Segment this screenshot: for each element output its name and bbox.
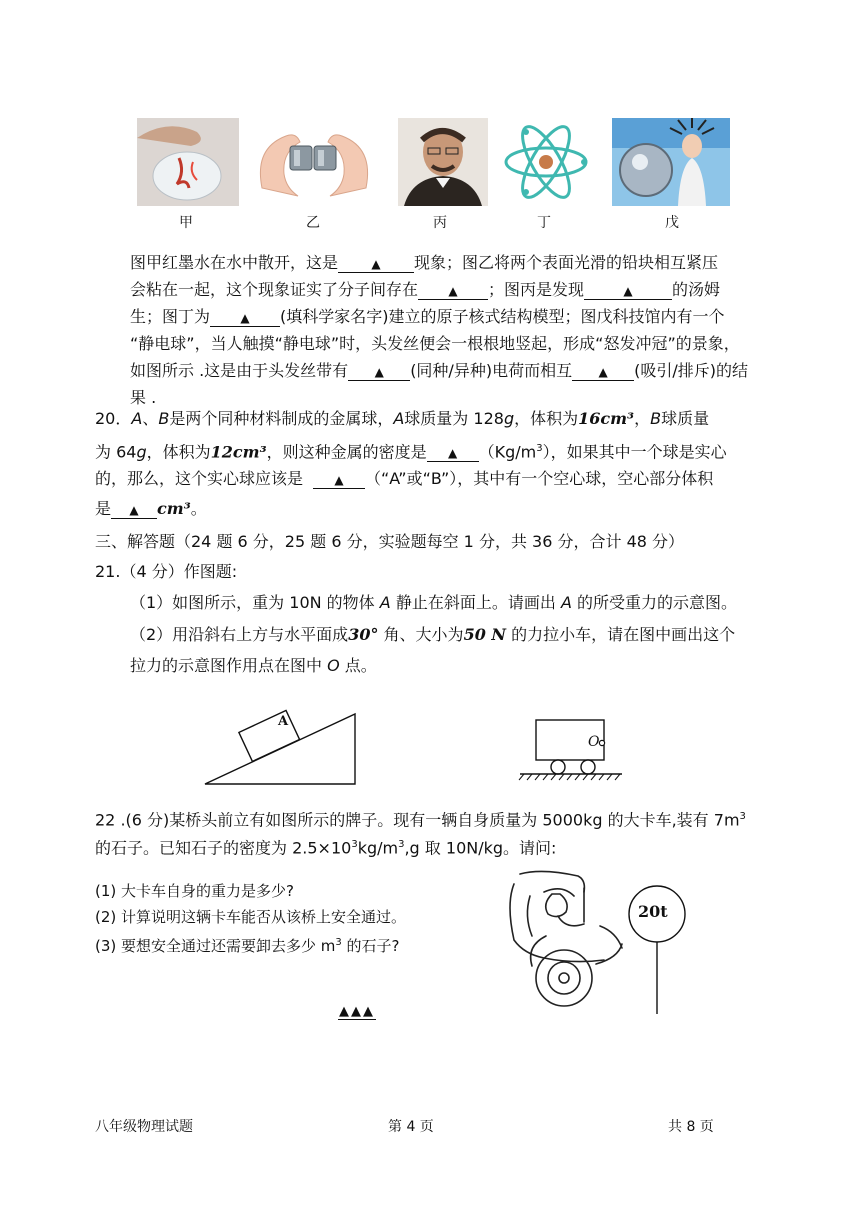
block-a-label: A bbox=[278, 714, 289, 729]
answer-blank-mark: ▲ bbox=[374, 365, 384, 379]
image-bing-thomson bbox=[398, 118, 488, 206]
q21-title: 21.（4 分）作图题: bbox=[95, 562, 238, 581]
answer-blank-mark: ▲ bbox=[334, 473, 344, 487]
q22-sub-2: (2) 计算说明这辆卡车能否从该桥上安全通过。 bbox=[95, 908, 407, 926]
truck-drawing bbox=[500, 868, 635, 1018]
q19-line-5: 如图所示 .这是由于头发丝带有 ▲ (同种/异种)电荷而相互 ▲ (吸引/排斥)的结 bbox=[130, 361, 748, 380]
weight-limit-sign bbox=[624, 880, 694, 1020]
section-3-heading: 三、解答题（24 题 6 分，25 题 6 分，实验题每空 1 分，共 36 分，合计 48 分） bbox=[95, 532, 685, 551]
image-jia-red-ink bbox=[137, 118, 239, 206]
q21-part-3: 拉力的示意图作用点在图中 O 点。 bbox=[130, 656, 377, 675]
footer-left: 八年级物理试题 bbox=[95, 1119, 193, 1135]
q22-line-2: 的石子。已知石子的密度为 $2.5\times 10^3kg/m^3,g$ 取 10N/kg。请问: bbox=[95, 838, 557, 858]
footer-right: 共 8 页 bbox=[668, 1119, 714, 1135]
footer-center: 第 4 页 bbox=[388, 1119, 434, 1135]
q21-part-1: （1）如图所示，重为 10N 的物体 A 静止在斜面上。请画出 A 的所受重力的示意图。 bbox=[130, 593, 737, 612]
caption-bing: 丙 bbox=[433, 215, 447, 231]
q22-sub-1: (1) 大卡车自身的重力是多少? bbox=[95, 882, 294, 900]
q19-line-1: 图甲红墨水在水中散开，这是 ▲ 现象；图乙将两个表面光滑的铅块相互紧压 bbox=[130, 253, 719, 272]
caption-yi: 乙 bbox=[306, 215, 320, 231]
image-yi-lead-blocks bbox=[252, 118, 376, 206]
q20-line-3: 的，那么，这个实心球应该是 ▲ （“A”或“B”），其中有一个空心球，空心部分体积 bbox=[95, 469, 714, 488]
q21-part-2: （2）用沿斜右上方与水平面成30° 角、大小为50 N 的力拉小车，请在图中画出这个 bbox=[130, 625, 736, 644]
q20-line-4: 是 ▲ cm³。 bbox=[95, 499, 207, 518]
sign-label: 20t bbox=[638, 902, 668, 921]
answer-blank-mark: ▲ bbox=[448, 284, 458, 298]
incline-diagram bbox=[200, 698, 365, 790]
answer-blank-mark: ▲ bbox=[240, 311, 250, 325]
q19-line-3: 生；图丁为 ▲ (填科学家名字)建立的原子核式结构模型；图戊科技馆内有一个 bbox=[130, 307, 725, 326]
answer-blank-mark: ▲ bbox=[371, 257, 381, 271]
answer-blank-mark: ▲ bbox=[129, 503, 139, 517]
q19-line-4: “静电球”，当人触摸“静电球”时，头发丝便会一根根地竖起，形成“怒发冲冠”的景象， bbox=[130, 334, 740, 353]
caption-ding: 丁 bbox=[537, 215, 551, 231]
q22-sub-3: (3) 要想安全通过还需要卸去多少 $m^3$ 的石子? bbox=[95, 937, 400, 955]
image-wu-static-ball bbox=[612, 118, 730, 206]
q20-line-1: 20．A、B是两个同种材料制成的金属球，A球质量为 128g，体积为16cm³，B球质量 bbox=[95, 409, 710, 428]
answer-blank-mark: ▲ bbox=[447, 446, 458, 461]
q20-line-2: 为 64g，体积为12cm³，则这种金属的密度是 ▲ $(Kg/m^3)$，如果其中一个球是实心 bbox=[95, 442, 727, 462]
caption-jia: 甲 bbox=[179, 215, 193, 231]
caption-wu: 戊 bbox=[665, 215, 679, 231]
cart-o-label: O bbox=[588, 734, 600, 750]
q19-line-6: 果 . bbox=[130, 388, 157, 407]
end-marks: ▲▲▲ bbox=[339, 1004, 375, 1019]
q22-line-1: 22 .(6 分)某桥头前立有如图所示的牌子。现有一辆自身质量为 5000kg 的大卡车,装有 $7m^3$ bbox=[95, 810, 746, 830]
answer-blank-mark: ▲ bbox=[598, 365, 608, 379]
cart-diagram bbox=[518, 716, 624, 782]
answer-blank-mark: ▲ bbox=[623, 284, 633, 298]
image-ding-atom-model bbox=[500, 118, 592, 206]
q19-line-2: 会粘在一起，这个现象证实了分子间存在 ▲ ；图丙是发现 ▲ 的汤姆 bbox=[130, 280, 721, 299]
